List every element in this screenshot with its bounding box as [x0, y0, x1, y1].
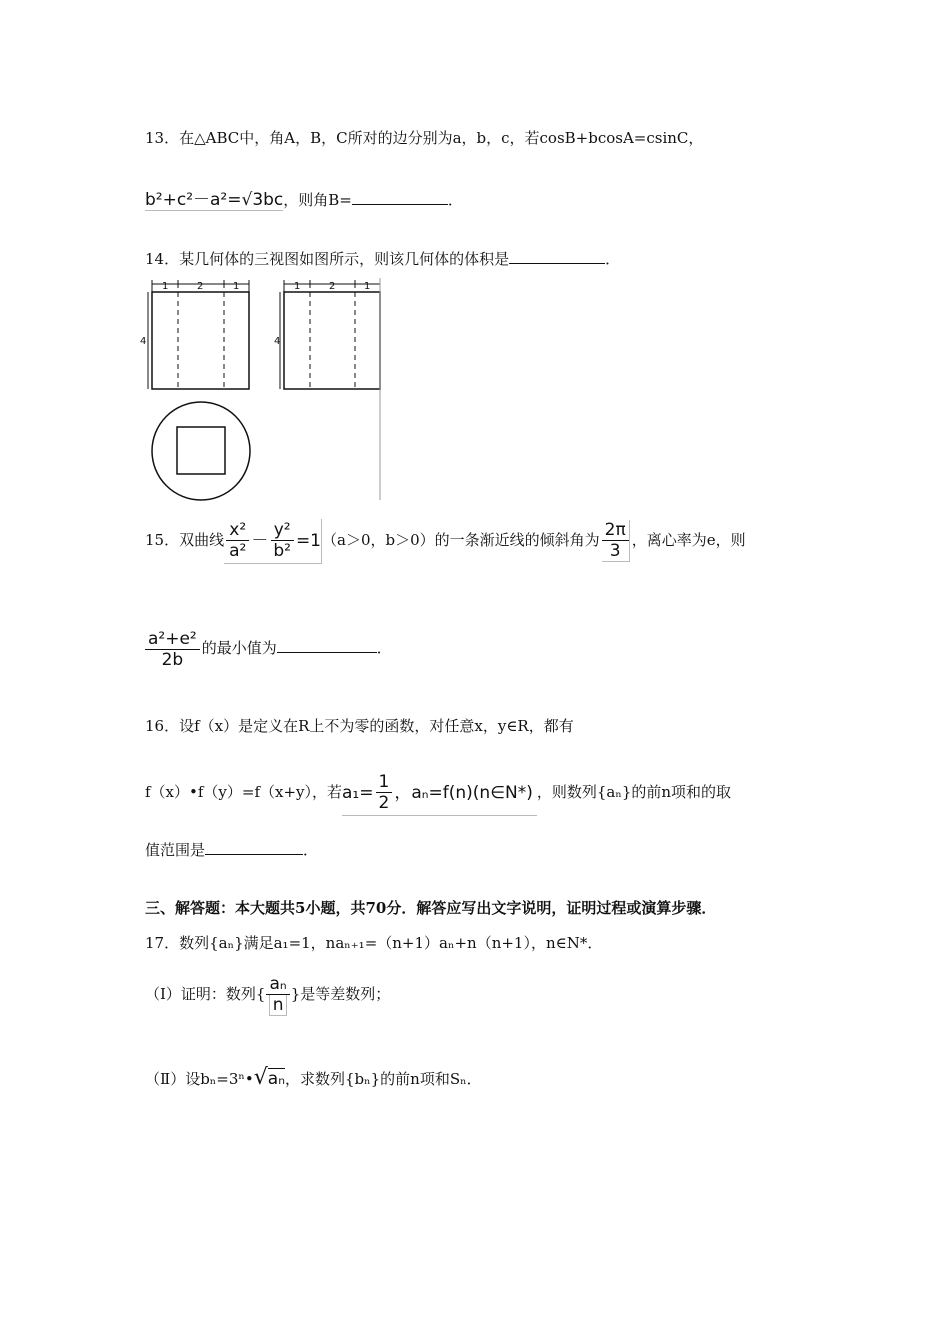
q17-part2a: （Ⅱ）设bₙ=3ⁿ• — [145, 1070, 254, 1088]
q15-expr-tail: 的最小值为 — [201, 639, 277, 657]
q16-a1: a₁= — [342, 782, 374, 803]
q16-end: ． — [303, 841, 319, 859]
q14-answer-blank[interactable] — [509, 247, 605, 264]
q14-end: ． — [605, 250, 621, 268]
q17-n: n — [269, 995, 288, 1016]
sqrt-icon: √ — [253, 1065, 268, 1090]
three-view-figure — [140, 278, 390, 508]
q16-condition — [342, 771, 537, 816]
q16-line2 — [145, 770, 731, 816]
front-dim-1: 1 — [162, 281, 169, 292]
q16-line2a: f（x）•f（y）=f（x+y），若 — [145, 783, 343, 801]
q13-answer-blank[interactable] — [352, 188, 448, 205]
q15-minus: － — [251, 530, 269, 551]
front-dim-3: 1 — [233, 281, 240, 292]
q16-line2b: ，则数列{aₙ}的前n项和的取 — [536, 783, 732, 801]
q15-line1 — [145, 518, 746, 564]
q17-sqrt-content: aₙ — [267, 1069, 285, 1089]
q16-answer-blank[interactable] — [205, 838, 303, 855]
front-view — [148, 280, 249, 389]
q15-x2: x² — [226, 520, 249, 541]
q16-half — [376, 772, 393, 813]
q15-condition: （a＞0，b＞0）的一条渐近线的倾斜角为 — [322, 531, 600, 549]
q17-part2 — [145, 1058, 482, 1099]
q16-half-den: 2 — [378, 793, 390, 813]
q13-tail: ，则角B= — [283, 191, 352, 209]
q15-angle-den: 3 — [609, 541, 621, 561]
q15-frac-y — [270, 520, 294, 561]
q17-part1 — [145, 966, 390, 1022]
q16-half-num: 1 — [376, 772, 393, 793]
q15-equals: =1 — [295, 530, 321, 551]
q17-frac-an-n — [266, 974, 289, 1016]
q15-y2: y² — [271, 520, 294, 541]
front-dim-2: 2 — [197, 281, 204, 292]
q17-part1a: （Ⅰ）证明：数列{ — [145, 985, 266, 1003]
q17-part2b: ，求数列{bₙ}的前n项和Sₙ． — [284, 1070, 482, 1088]
q15-frac-x — [226, 520, 249, 561]
q15-expression — [145, 629, 200, 670]
q13-line2 — [145, 188, 463, 210]
q13-text: 13．在△ABC中，角A，B，C所对的边分别为a，b，c，若cosB+bcosA=csinC， — [145, 129, 704, 147]
side-dim-2: 2 — [329, 281, 336, 292]
top-view — [152, 402, 250, 500]
front-dim-height: 4 — [140, 336, 147, 347]
side-dim-height: 4 — [274, 336, 281, 347]
q15-line2 — [145, 626, 392, 670]
q16-an: ，aₙ=f(n)(n∈N*) — [394, 782, 533, 803]
q15-label: 15．双曲线 — [145, 531, 225, 549]
q17-text: 17．数列{aₙ}满足a₁=1，naₙ₊₁=（n+1）aₙ+n（n+1），n∈N*． — [145, 934, 603, 952]
side-dim-1: 1 — [294, 281, 301, 292]
q14-text — [145, 247, 620, 269]
q15-expr-den: 2b — [161, 649, 184, 670]
q15-b2: b² — [273, 541, 291, 561]
q16-line3 — [145, 838, 318, 860]
q15-hyperbola-equation — [224, 519, 322, 564]
side-view — [280, 278, 380, 500]
q15-tail: ，离心率为e，则 — [631, 531, 746, 549]
q13-formula: b²+c²－a²=√3bc — [145, 190, 284, 210]
q13-end: ． — [447, 191, 463, 209]
q15-a2: a² — [229, 541, 247, 561]
side-dim-3: 1 — [364, 281, 371, 292]
q14-question: 14．某几何体的三视图如图所示，则该几何体的体积是 — [145, 250, 510, 268]
q16-range-label: 值范围是 — [145, 841, 206, 859]
q15-end: ． — [376, 639, 392, 657]
q16-line1: 16．设f（x）是定义在R上不为零的函数，对任意x，y∈R，都有 — [145, 717, 574, 735]
q17-sqrt-an — [254, 1058, 285, 1099]
q15-angle — [602, 520, 630, 562]
q17-part1b: }是等差数列； — [290, 985, 391, 1003]
q15-angle-num: 2π — [602, 520, 629, 541]
q17-an: aₙ — [266, 974, 289, 995]
section-3-heading: 三、解答题：本大题共5小题，共70分．解答应写出文字说明，证明过程或演算步骤． — [145, 899, 717, 917]
q15-answer-blank[interactable] — [277, 636, 377, 653]
q15-expr-num: a²+e² — [145, 629, 200, 650]
